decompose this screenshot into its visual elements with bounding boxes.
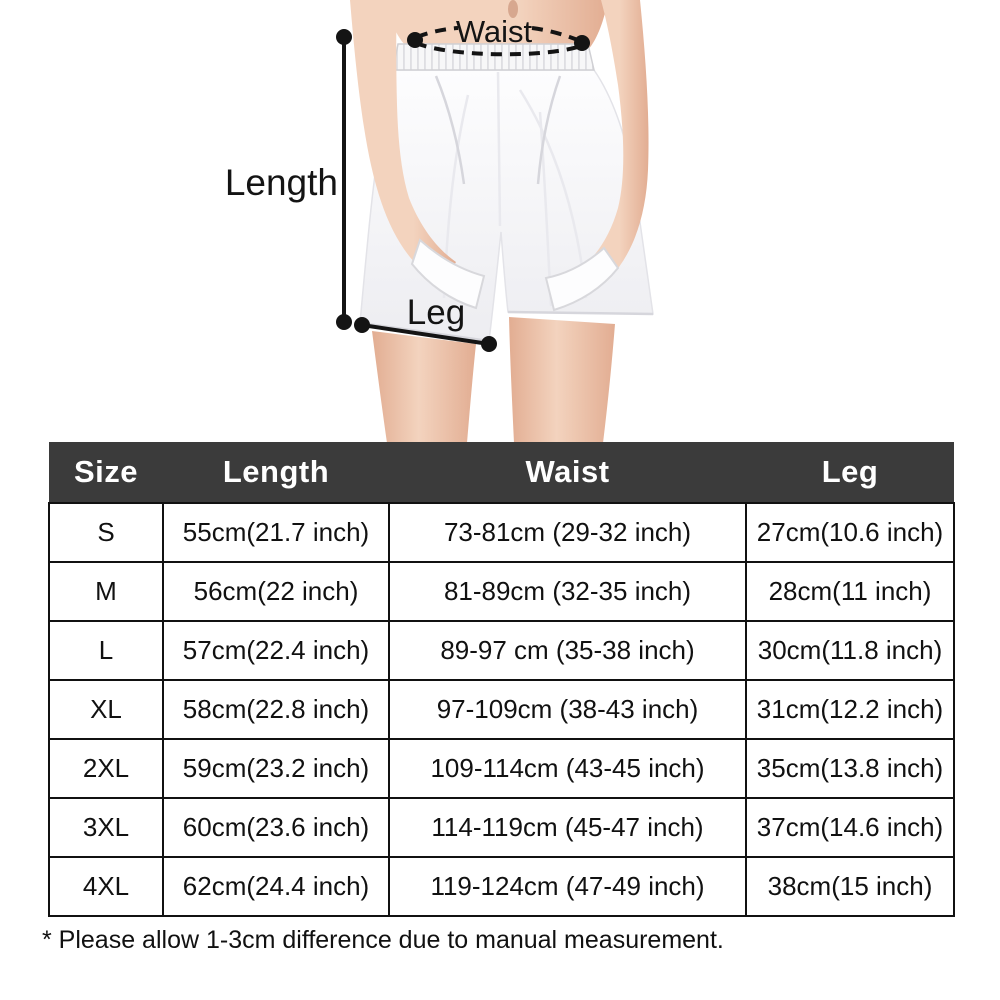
- length-label: Length: [224, 162, 338, 203]
- size-chart-table: [48, 442, 955, 917]
- size-cell: 4XL: [49, 857, 163, 916]
- waist-cell: 97-109cm (38-43 inch): [389, 680, 746, 739]
- measurement-disclaimer: * Please allow 1-3cm difference due to manual measurement.: [42, 926, 724, 954]
- leg-label: Leg: [406, 293, 466, 332]
- length-cell: 58cm(22.8 inch): [163, 680, 389, 739]
- column-header-length: Length: [163, 442, 389, 503]
- column-header-leg: Leg: [746, 442, 954, 503]
- length-cell: 59cm(23.2 inch): [163, 739, 389, 798]
- leg-cell: 31cm(12.2 inch): [746, 680, 954, 739]
- waist-cell: 89-97 cm (35-38 inch): [389, 621, 746, 680]
- waist-label: Waist: [455, 14, 533, 49]
- left-leg: [372, 331, 476, 443]
- leg-cell: 28cm(11 inch): [746, 562, 954, 621]
- table-row-2xl: [49, 739, 954, 798]
- table-header-row: [49, 442, 954, 503]
- length-cell: 56cm(22 inch): [163, 562, 389, 621]
- leg-endpoint-right: [481, 336, 497, 352]
- leg-cell: 38cm(15 inch): [746, 857, 954, 916]
- waist-cell: 81-89cm (32-35 inch): [389, 562, 746, 621]
- table-row-s: [49, 503, 954, 562]
- size-cell: 3XL: [49, 798, 163, 857]
- table-row-3xl: [49, 798, 954, 857]
- waist-endpoint-right: [574, 35, 590, 51]
- size-cell: 2XL: [49, 739, 163, 798]
- length-endpoint-bottom: [336, 314, 352, 330]
- column-header-size: Size: [49, 442, 163, 503]
- leg-cell: 35cm(13.8 inch): [746, 739, 954, 798]
- length-cell: 55cm(21.7 inch): [163, 503, 389, 562]
- waist-cell: 119-124cm (47-49 inch): [389, 857, 746, 916]
- waist-cell: 73-81cm (29-32 inch): [389, 503, 746, 562]
- leg-cell: 27cm(10.6 inch): [746, 503, 954, 562]
- table-row-4xl: [49, 857, 954, 916]
- length-endpoint-top: [336, 29, 352, 45]
- length-cell: 60cm(23.6 inch): [163, 798, 389, 857]
- leg-endpoint-left: [354, 317, 370, 333]
- waist-cell: 109-114cm (43-45 inch): [389, 739, 746, 798]
- size-cell: M: [49, 562, 163, 621]
- table-row-l: [49, 621, 954, 680]
- waist-cell: 114-119cm (45-47 inch): [389, 798, 746, 857]
- table-row-xl: [49, 680, 954, 739]
- length-cell: 57cm(22.4 inch): [163, 621, 389, 680]
- waist-endpoint-left: [407, 32, 423, 48]
- length-measure-annotation: [225, 29, 352, 330]
- column-header-waist: Waist: [389, 442, 746, 503]
- leg-cell: 37cm(14.6 inch): [746, 798, 954, 857]
- leg-cell: 30cm(11.8 inch): [746, 621, 954, 680]
- size-cell: S: [49, 503, 163, 562]
- length-cell: 62cm(24.4 inch): [163, 857, 389, 916]
- right-leg: [509, 317, 615, 443]
- model-photo: [0, 0, 1000, 443]
- model-illustration: [350, 0, 653, 443]
- size-cell: L: [49, 621, 163, 680]
- size-cell: XL: [49, 680, 163, 739]
- table-row-m: [49, 562, 954, 621]
